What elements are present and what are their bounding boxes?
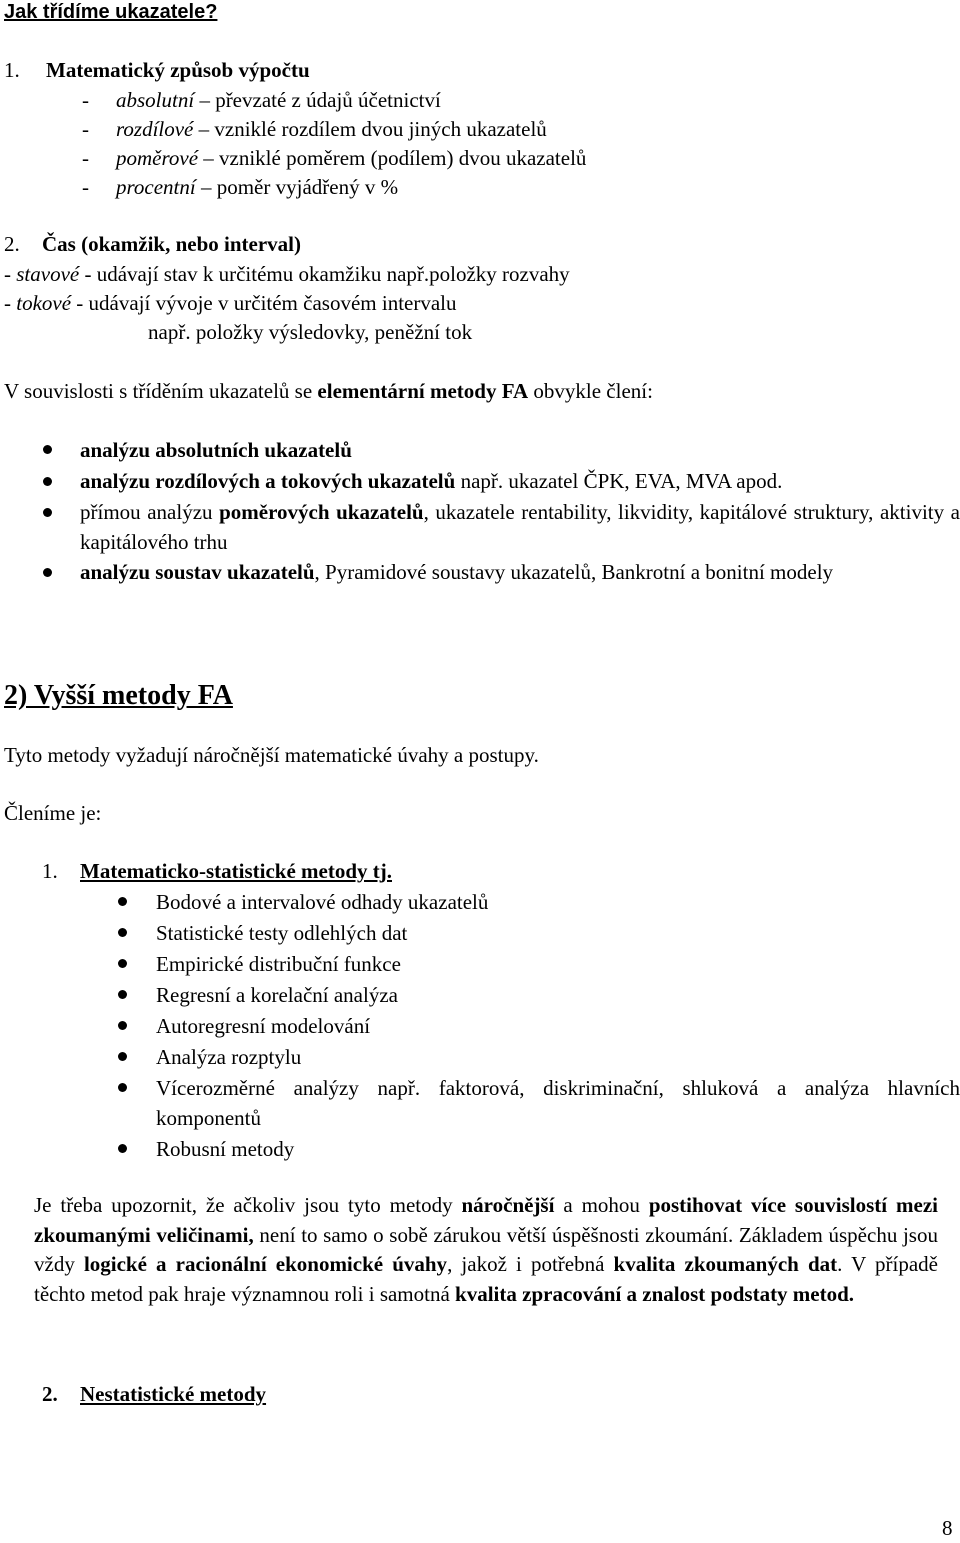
list-item: - poměrové – vzniklé poměrem (podílem) dvou ukazatelů [82, 146, 587, 170]
bullet-icon [118, 1144, 127, 1153]
list-item: Robusní metody [156, 1137, 295, 1161]
page-number: 8 [942, 1516, 953, 1540]
list-item: analýzu rozdílových a tokových ukazatelů např. ukazatel ČPK, EVA, MVA apod. [80, 469, 783, 493]
section-heading: Matematický způsob výpočtu [46, 58, 310, 82]
bullet-icon [43, 477, 52, 486]
bullet-icon [118, 928, 127, 937]
bullet-icon [118, 1083, 127, 1092]
bullet-icon [118, 1021, 127, 1030]
section-number: 1. [42, 859, 58, 883]
list-item: - rozdílové – vzniklé rozdílem dvou jiných ukazatelů [82, 117, 547, 141]
subsection-heading: Matematicko-statistické metody tj. [80, 859, 392, 883]
list-item: Empirické distribuční funkce [156, 952, 401, 976]
list-item: analýzu soustav ukazatelů, Pyramidové soustavy ukazatelů, Bankrotní a bonitní modely [80, 560, 834, 584]
warning-paragraph: Je třeba upozornit, že ačkoliv jsou tyto metody náročnější a mohou postihovat více souvislostí mezi zkoumanými veličinami, není to samo o sobě zárukou větší úspěšnosti zkoumání. Základem úspěchu jsou vždy logické a racionální ekonomické úvahy, jakož i potřebná kvalita zkoumaných dat. V případě těchto metod pak hraje významnou roli i samotná kvalita zpracování a znalost podstaty metod. [34, 1193, 938, 1306]
page-title: Jak třídíme ukazatele? [4, 1, 218, 23]
text-line: - tokové - udávají vývoje v určitém časovém intervalu [4, 291, 457, 315]
section-heading: Čas (okamžik, nebo interval) [42, 232, 301, 256]
intro-paragraph: V souvislosti s tříděním ukazatelů se elementární metody FA obvykle člení: [4, 379, 653, 403]
section-number: 2. [4, 232, 20, 256]
section-number: 1. [4, 58, 20, 82]
text-line: např. položky výsledovky, peněžní tok [148, 320, 473, 344]
bullet-icon [118, 990, 127, 999]
bullet-icon [118, 897, 127, 906]
list-item: - absolutní – převzaté z údajů účetnictví [82, 88, 441, 112]
list-item: analýzu absolutních ukazatelů [80, 438, 352, 462]
list-item: Autoregresní modelování [156, 1014, 371, 1038]
section-heading: 2) Vyšší metody FA [4, 680, 233, 711]
paragraph: Tyto metody vyžadují náročnější matematické úvahy a postupy. [4, 743, 539, 767]
list-item: Statistické testy odlehlých dat [156, 921, 408, 945]
list-item: Regresní a korelační analýza [156, 983, 398, 1007]
section-number: 2. [42, 1382, 58, 1406]
list-item: Analýza rozptylu [156, 1045, 302, 1069]
bullet-icon [118, 959, 127, 968]
paragraph: Členíme je: [4, 801, 102, 825]
bullet-icon [43, 568, 52, 577]
subsection-heading: Nestatistické metody [80, 1382, 267, 1406]
list-item: přímou analýzu poměrových ukazatelů, ukazatele rentability, likvidity, kapitálové struktury, aktivity a kapitálového trhu [80, 500, 960, 554]
bullet-icon [118, 1052, 127, 1061]
bullet-icon [43, 508, 52, 517]
list-item: - procentní – poměr vyjádřený v % [82, 175, 399, 199]
text-line: - stavové - udávají stav k určitému okamžiku např.položky rozvahy [4, 262, 570, 286]
list-item: Vícerozměrné analýzy např. faktorová, diskriminační, shluková a analýza hlavních komponentů [156, 1076, 960, 1130]
bullet-icon [43, 445, 52, 454]
list-item: Bodové a intervalové odhady ukazatelů [156, 890, 489, 914]
